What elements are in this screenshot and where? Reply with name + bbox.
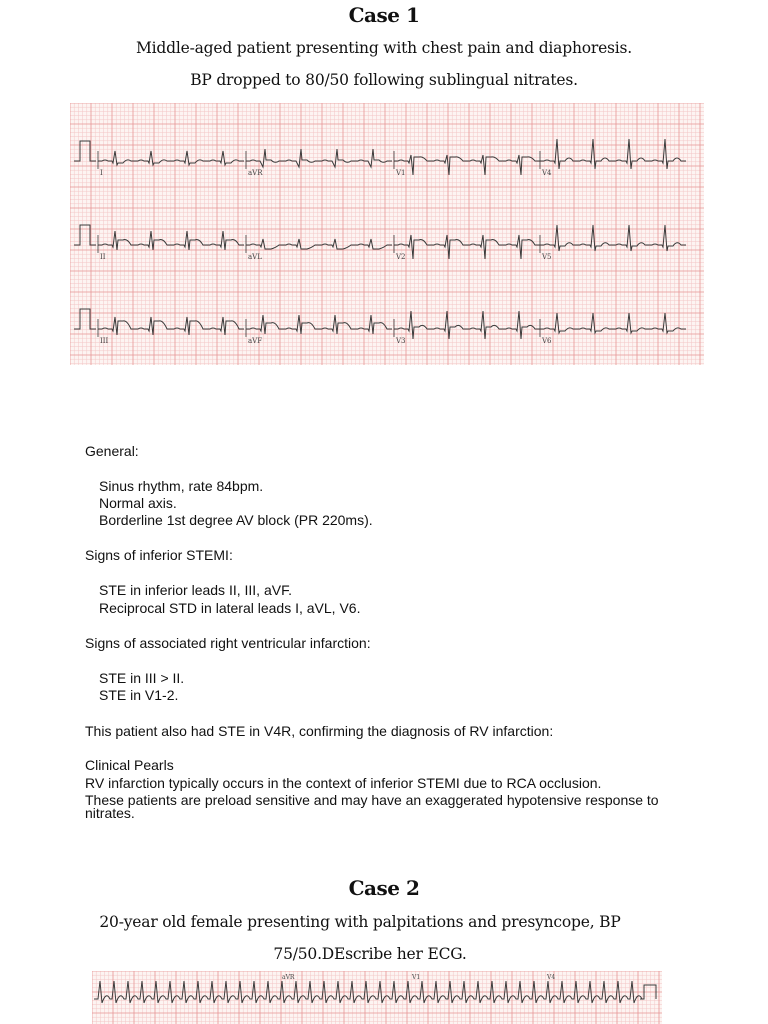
ecg-lead-label: V5 (542, 253, 552, 261)
v4r-line: This patient also had STE in V4R, confirming the diagnosis of RV infarction: (85, 723, 554, 739)
ecg2-lead-label: aVR (282, 974, 295, 981)
ecg2-lead-label: V4 (547, 974, 556, 981)
ecg-lead-label: I (100, 169, 103, 177)
rv-heading: Signs of associated right ventricular infarction: (85, 635, 371, 651)
case2-subtitle-line2: 75/50.DEscribe her ECG. (273, 945, 467, 963)
case1-title: Case 1 (348, 3, 420, 27)
rv-item-1: STE in III > II. (99, 670, 185, 686)
general-item-2: Normal axis. (99, 495, 177, 511)
ecg-lead-label: V3 (396, 337, 406, 345)
inferior-item-2: Reciprocal STD in lateral leads I, aVL, V6. (99, 600, 361, 616)
case2-subtitle-line1: 20-year old female presenting with palpitations and presyncope, BP (99, 913, 621, 931)
ecg-lead-label: V1 (396, 169, 406, 177)
pearls-heading: Clinical Pearls (85, 757, 174, 773)
ecg-lead-label: II (100, 253, 106, 261)
ecg-paper (92, 971, 662, 1024)
general-item-1: Sinus rhythm, rate 84bpm. (99, 478, 264, 494)
general-heading: General: (85, 443, 139, 459)
pearl-2: These patients are preload sensitive and may have an exaggerated hypotensive response to nitrates. (85, 792, 659, 821)
ecg1-svg (70, 103, 704, 365)
inferior-heading: Signs of inferior STEMI: (85, 547, 233, 563)
ecg-lead-label: V2 (396, 253, 406, 261)
ecg-lead-label: aVF (248, 337, 263, 345)
case2-title: Case 2 (348, 876, 420, 900)
general-item-3: Borderline 1st degree AV block (PR 220ms). (99, 512, 373, 528)
ecg-lead-label: aVL (248, 253, 262, 261)
ecg-lead-label: III (100, 337, 109, 345)
inferior-item-1: STE in inferior leads II, III, aVF. (99, 582, 292, 598)
case1-subtitle-line2: BP dropped to 80/50 following sublingual nitrates. (190, 71, 578, 89)
ecg-lead-label: V6 (542, 337, 552, 345)
ecg-lead-label: V4 (542, 169, 552, 177)
pearl-1: RV infarction typically occurs in the context of inferior STEMI due to RCA occlusion. (85, 775, 602, 791)
ecg2-lead-label: V1 (412, 974, 421, 981)
ecg2-svg (92, 971, 662, 1024)
rv-item-2: STE in V1-2. (99, 687, 179, 703)
case2-ecg-image (92, 971, 662, 1024)
ecg-lead-label: aVR (248, 169, 263, 177)
case1-ecg-image (70, 103, 704, 365)
case1-subtitle-line1: Middle-aged patient presenting with chest pain and diaphoresis. (135, 39, 633, 57)
